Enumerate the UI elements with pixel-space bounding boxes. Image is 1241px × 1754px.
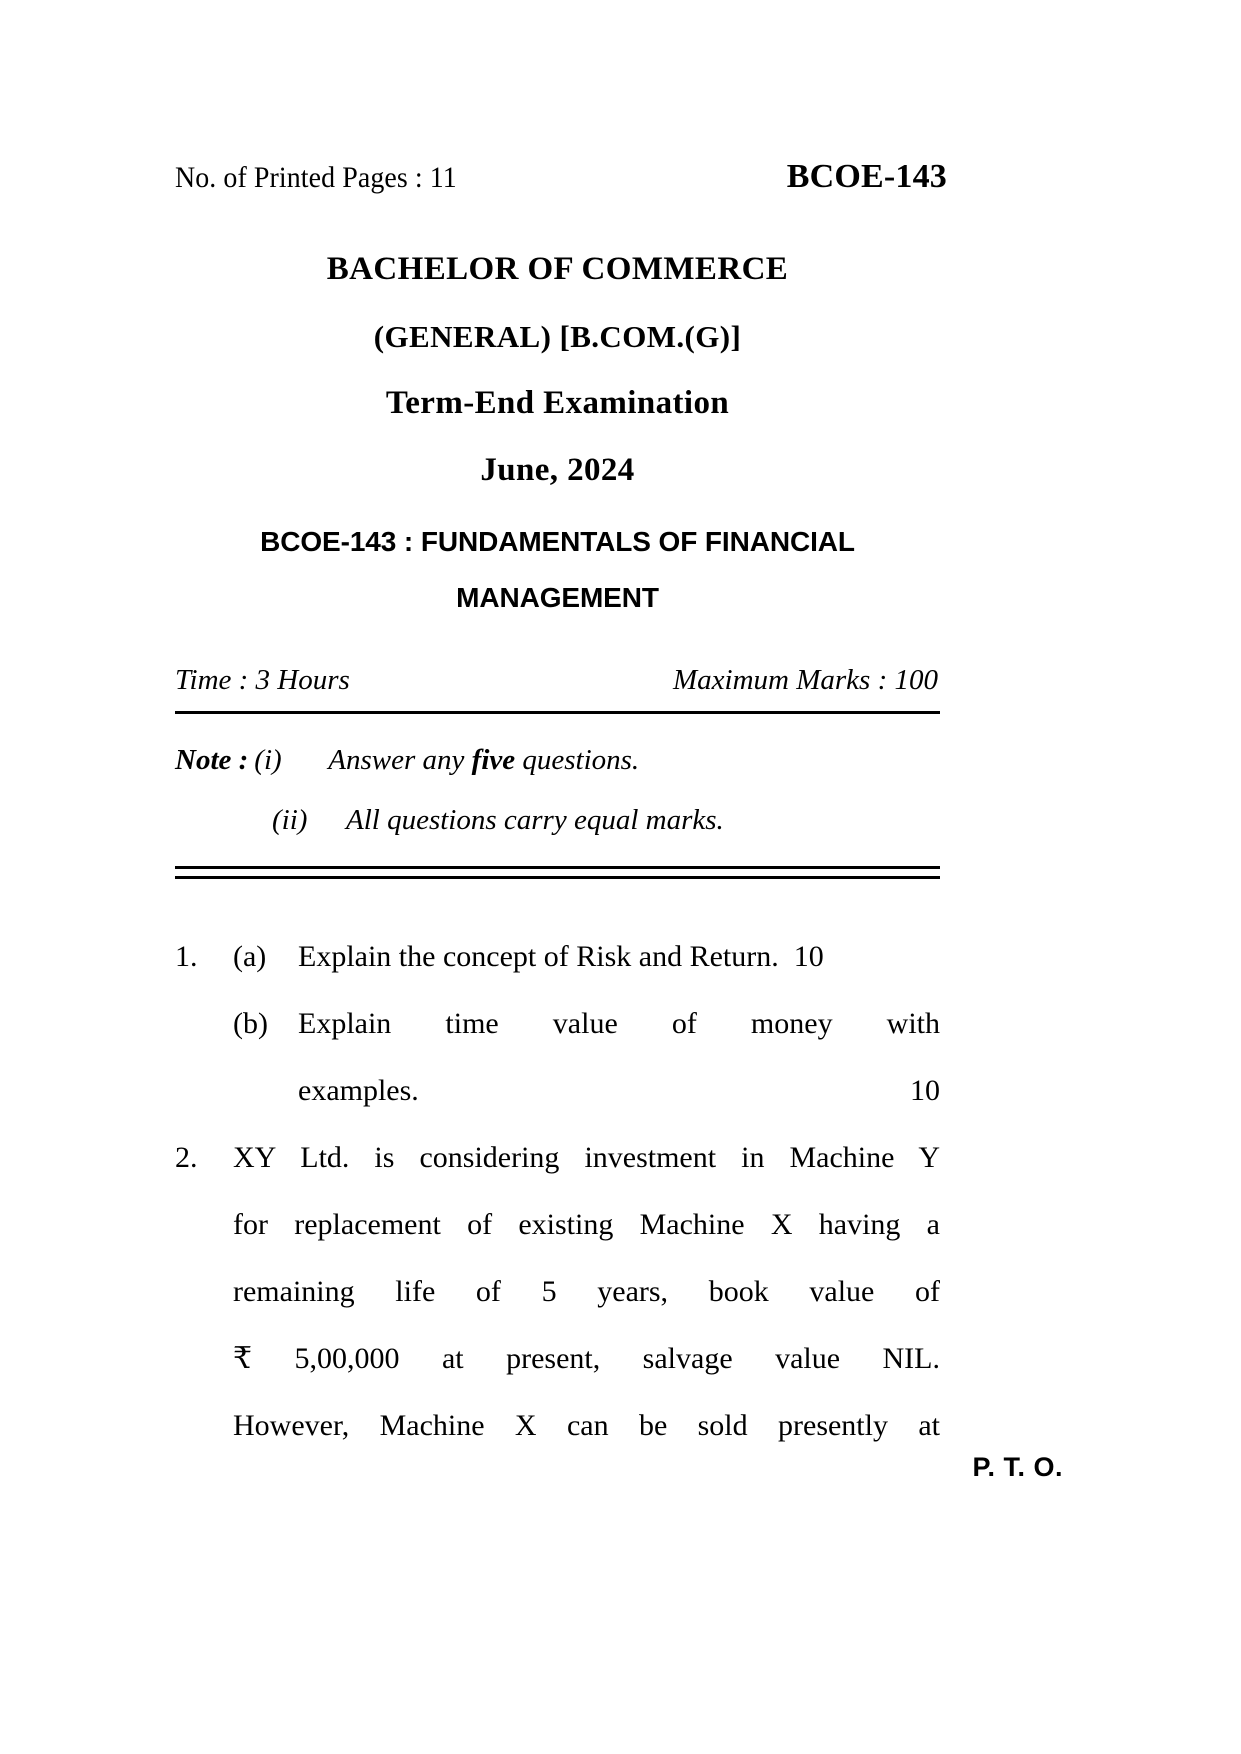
question-1b-text-cont: examples. <box>298 1074 419 1107</box>
question-2-line-3: remaining life of 5 years, book value of <box>233 1275 940 1308</box>
question-1b-label: (b) <box>233 1007 268 1040</box>
note-text-i <box>328 730 639 790</box>
printed-pages-label: No. of Printed Pages : 11 <box>175 161 457 194</box>
maximum-marks: Maximum Marks : 100 <box>673 664 938 696</box>
divider-rule-double <box>175 866 940 879</box>
page-content <box>175 0 947 1459</box>
question-1a-marks: 10 <box>793 940 824 973</box>
page-header <box>175 158 947 196</box>
pto-text: P. T. O. <box>972 1452 1063 1482</box>
degree-abbrev-line: (GENERAL) [B.COM.(G)] <box>373 319 742 354</box>
question-2-line-2: for replacement of existing Machine X having a <box>233 1208 940 1241</box>
divider-rule-top <box>175 711 940 714</box>
note-item-ii <box>175 790 940 850</box>
question-1a-label: (a) <box>233 940 267 973</box>
question-1-part-a <box>175 923 940 990</box>
exam-info-row <box>175 664 940 697</box>
question-1b-line-1 <box>298 990 940 1057</box>
note-numeral-ii: (ii) <box>272 804 308 836</box>
question-1b-line-2 <box>298 1057 940 1124</box>
note-text-ii: All questions carry equal marks. <box>346 804 724 836</box>
course-code-label: BCOE-143 <box>786 158 947 195</box>
question-2-line-1: XY Ltd. is considering investment in Machine Y <box>233 1141 940 1174</box>
question-1-number: 1. <box>175 940 198 973</box>
note-block <box>175 730 940 850</box>
question-1a-text: Explain the concept of Risk and Return. <box>298 940 779 973</box>
exam-type-line: Term-End Examination <box>385 385 730 421</box>
degree-name-line: BACHELOR OF COMMERCE <box>326 251 789 287</box>
note-numeral-i: (i) <box>254 744 282 776</box>
question-2-body <box>233 1124 940 1459</box>
time-allowed: Time : 3 Hours <box>175 664 350 696</box>
question-1a-body <box>298 923 940 990</box>
question-1b-body <box>298 990 940 1124</box>
subject-title: BCOE-143 : FUNDAMENTALS OF FINANCIAL MANAGEMENT <box>260 526 855 613</box>
question-2-number: 2. <box>175 1141 198 1174</box>
question-2-line-4: ₹ 5,00,000 at present, salvage value NIL. <box>233 1342 940 1375</box>
question-2-line-5: However, Machine X can be sold presently at <box>233 1409 940 1442</box>
note-item-i <box>175 730 940 790</box>
questions-list <box>175 923 940 1459</box>
note-text-i-after: questions. <box>515 744 640 776</box>
question-1b-text: Explain time value of money with <box>298 1007 940 1040</box>
exam-title-block <box>175 236 940 626</box>
page-turn-over-label <box>972 1452 1063 1483</box>
question-1b-marks: 10 <box>910 1074 940 1107</box>
note-text-i-before: Answer any <box>328 744 472 776</box>
note-label: Note : <box>175 744 249 776</box>
exam-session-line: June, 2024 <box>480 452 635 488</box>
question-1-part-b <box>175 990 940 1124</box>
question-2 <box>175 1124 940 1459</box>
note-text-i-bold: five <box>471 744 516 776</box>
